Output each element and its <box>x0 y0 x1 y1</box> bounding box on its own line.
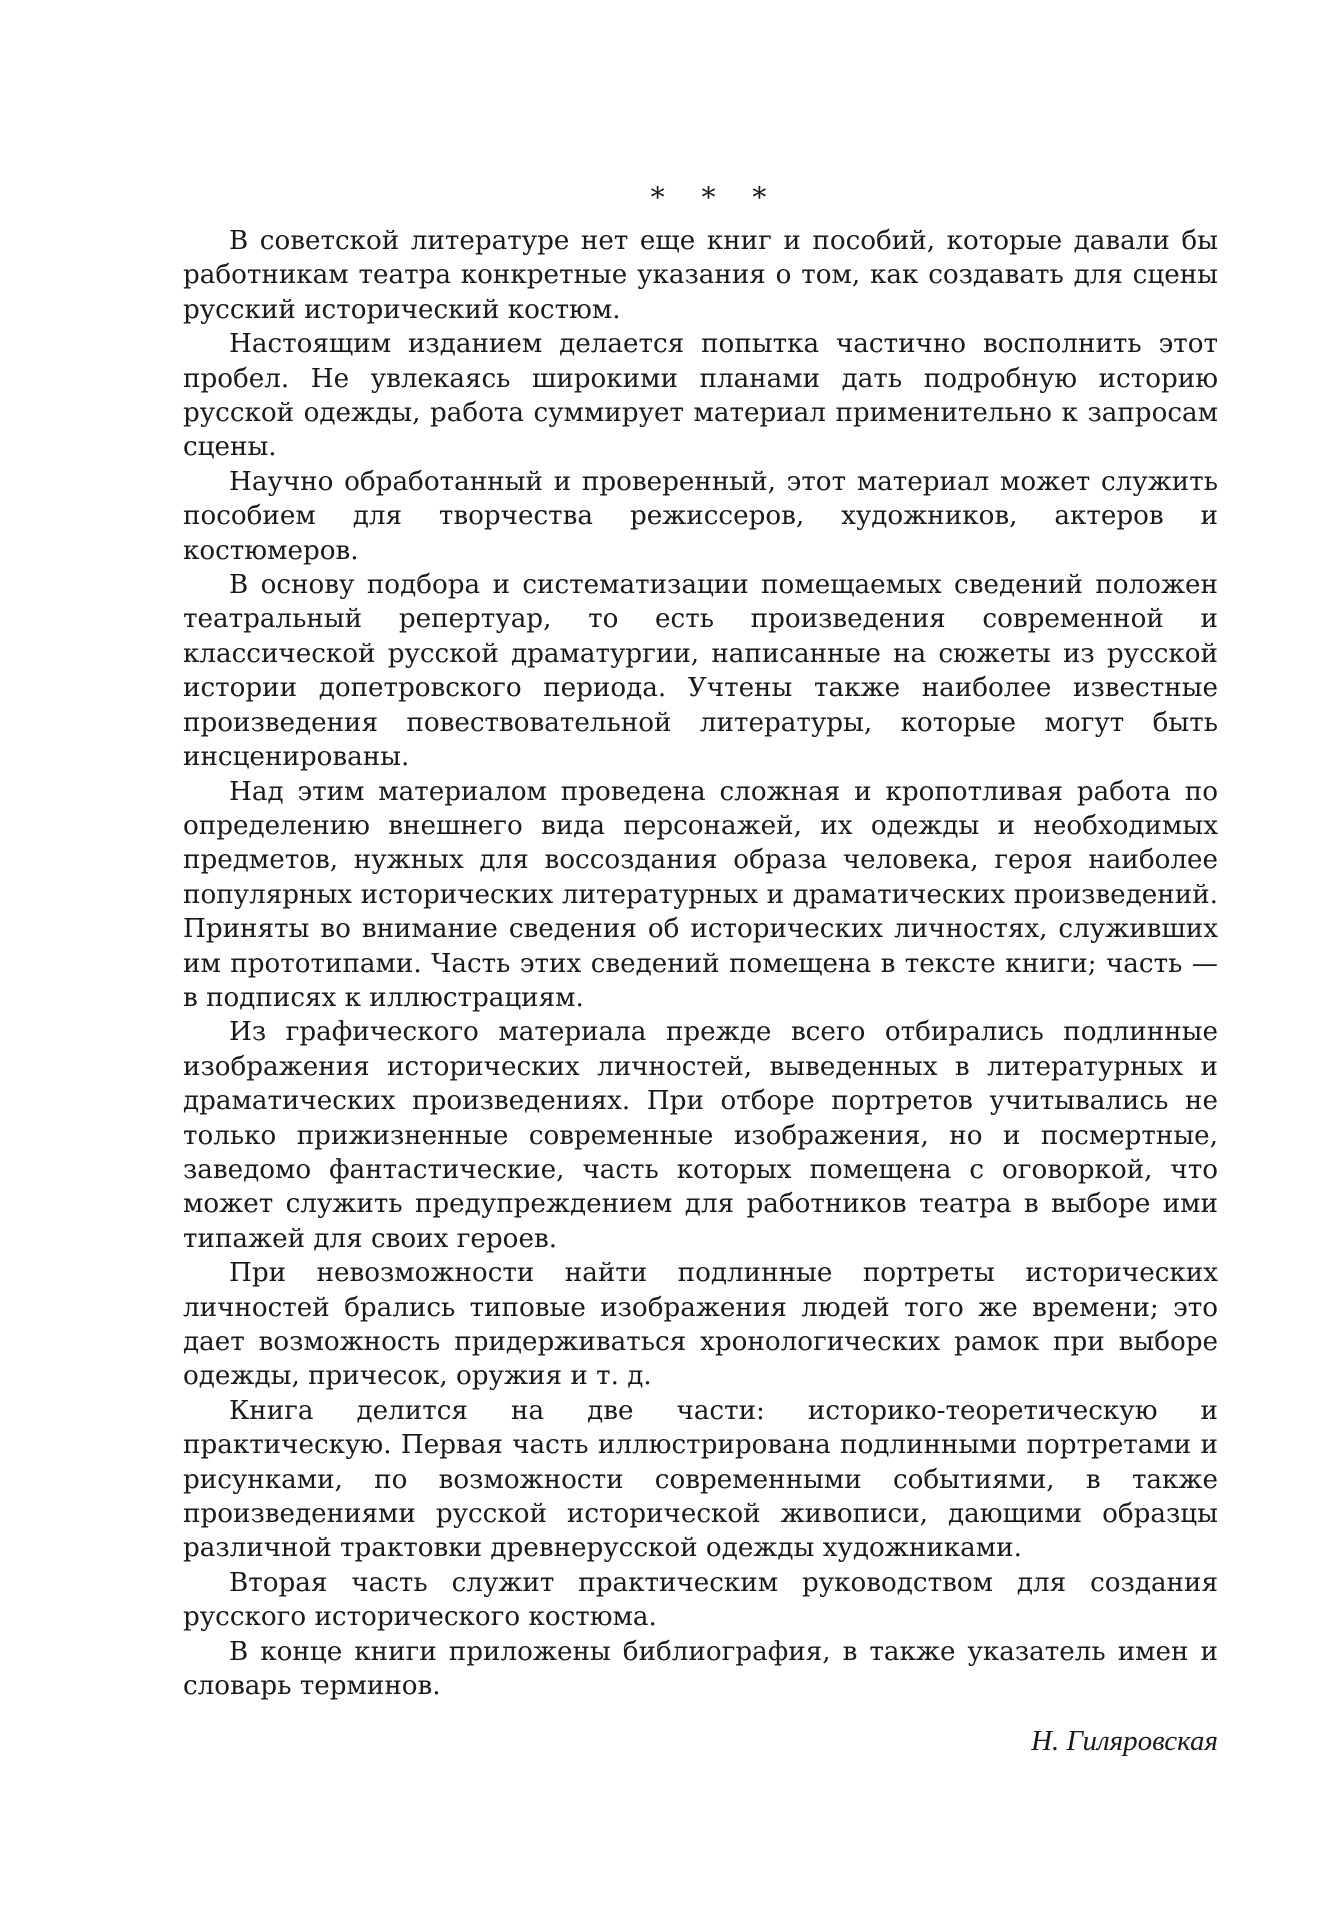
paragraph: Настоящим изданием делается попытка частично восполнить этот пробел. Не увлекаясь широкими планами дать подробную историю русской одежды, работа суммирует материал применительно к запросам сцены. <box>183 329 1218 463</box>
paragraph: Над этим материалом проведена сложная и кропотливая работа по определению внешнего вида персонажей, их одежды и необходимых предметов, нужных для воссоздания образа человека, героя наиболее популярных исторических литературных и драматических произведений. Приняты во внимание сведения об исторических личностях, служивших им прототипами. Часть этих сведений помещена в тексте книги; часть — в подписях к иллюстрациям. <box>183 776 1218 1013</box>
paragraph: Из графического материала прежде всего отбирались подлинные изображения исторических личностей, выведенных в литературных и драматических произведениях. При отборе портретов учитывались не только прижизненные современные изображения, но и посмертные, заведомо фантастические, часть которых помещена с оговоркой, что может служить предупреждением для работников театра в выборе ими типажей для своих героев. <box>183 1017 1218 1254</box>
paragraph: При невозможности найти подлинные портреты исторических личностей брались типовые изображения людей того же времени; это дает возможность придерживаться хронологических рамок при выборе одежды, причесок, оружия и т. д. <box>183 1258 1218 1392</box>
paragraph: В конце книги приложены библиография, в также указатель имен и словарь терминов. <box>183 1636 1218 1702</box>
paragraph: В советской литературе нет еще книг и пособий, которые давали бы работникам театра конкретные указания о том, как создавать для сцены русский исторический костюм. <box>183 226 1218 325</box>
paragraph: В основу подбора и систематизации помещаемых сведений положен театральный репертуар, то есть произведения современной и классической русской драматургии, написанные на сюжеты из русской истории допетровского периода. Учтены также наиболее известные произведения повествовательной литературы, которые могут быть инсценированы. <box>183 570 1218 773</box>
author-signature: Н. Гиляровская <box>1031 1725 1218 1758</box>
paragraph: Научно обработанный и проверенный, этот материал может служить пособием для творчества режиссеров, художников, актеров и костюмеров. <box>183 466 1218 566</box>
paragraph: Книга делится на две части: историко-теоретическую и практическую. Первая часть иллюстрирована подлинными портретами и рисунками, по возможности современными событиями, в также произведениями русской исторической живописи, дающими образцы различной трактовки древнерусской одежды художниками. <box>183 1395 1218 1564</box>
section-separator: * * * <box>650 181 781 214</box>
paragraph: Вторая часть служит практическим руководством для создания русского исторического костюма. <box>183 1567 1218 1633</box>
page-body <box>183 178 1218 1759</box>
